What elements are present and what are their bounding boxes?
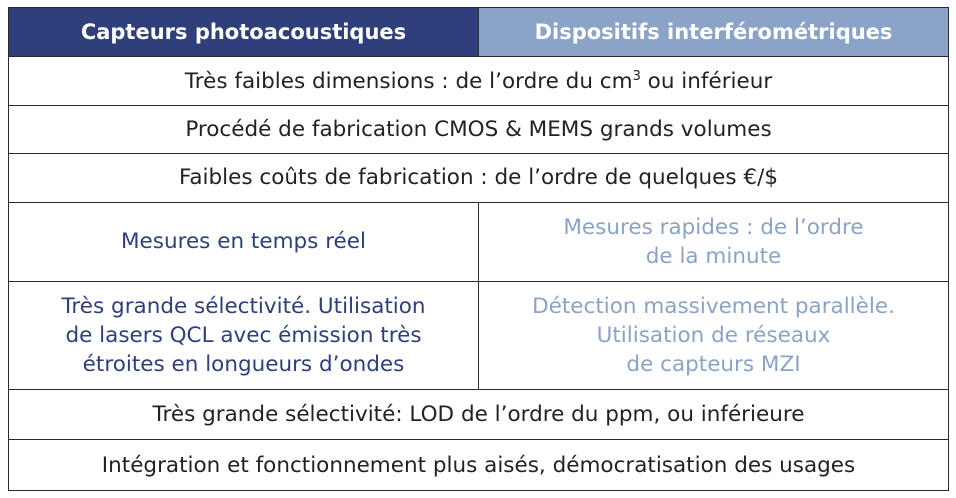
- row-integration: Intégration et fonctionnement plus aisés, démocratisation des usages: [9, 440, 949, 491]
- measures-right-line: de la minute: [645, 243, 782, 269]
- row-dimensions: [9, 57, 949, 105]
- dimensions-superscript: 3: [632, 68, 641, 84]
- comparison-table: [8, 7, 949, 491]
- selectivity-right-line: Détection massivement parallèle.: [532, 293, 895, 319]
- header-photoacoustic: Capteurs photoacoustiques: [9, 8, 479, 57]
- dimensions-suffix: ou inférieur: [640, 68, 773, 94]
- header-interferometric: Dispositifs interférométriques: [479, 8, 949, 57]
- selectivity-right-line: Utilisation de réseaux: [596, 322, 831, 348]
- table-header-row: [9, 8, 949, 57]
- measures-right-line: Mesures rapides : de l’ordre: [563, 214, 864, 240]
- selectivity-left-line: de lasers QCL avec émission très: [65, 322, 422, 348]
- dimensions-text: Très faibles dimensions : de l’ordre du cm: [184, 68, 633, 94]
- table-row: [9, 105, 949, 153]
- row-measures-right: [479, 202, 949, 281]
- selectivity-left-line: étroites en longueurs d’ondes: [82, 351, 405, 377]
- table-row: [9, 390, 949, 440]
- selectivity-left-line: Très grande sélectivité. Utilisation: [61, 293, 426, 319]
- row-measures-left: Mesures en temps réel: [9, 202, 479, 281]
- table-row: [9, 202, 949, 281]
- selectivity-right-line: de capteurs MZI: [626, 351, 801, 377]
- row-fabrication: Procédé de fabrication CMOS & MEMS grands volumes: [9, 105, 949, 153]
- table-row: [9, 281, 949, 389]
- table-row: [9, 57, 949, 105]
- table-row: [9, 154, 949, 202]
- table-row: [9, 440, 949, 491]
- row-costs: Faibles coûts de fabrication : de l’ordre de quelques €/$: [9, 154, 949, 202]
- row-lod: Très grande sélectivité: LOD de l’ordre du ppm, ou inférieure: [9, 390, 949, 440]
- row-selectivity-left: [9, 281, 479, 389]
- row-selectivity-right: [479, 281, 949, 389]
